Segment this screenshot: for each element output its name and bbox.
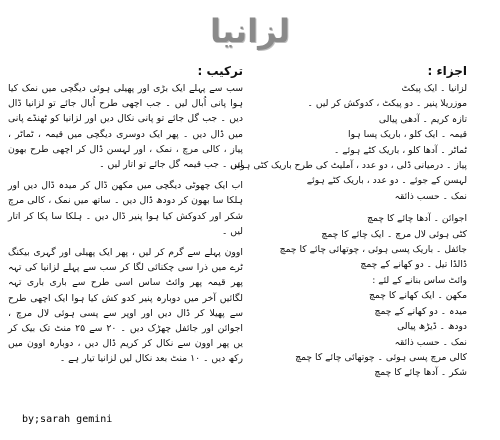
ingredient-item: پیاز ۔ درمیانی ڈلی ، دو عدد ، آملیٹ کی طرح باریک کٹی ہوئی [230,160,467,172]
ingredient-item: اجوائن ۔ آدھا چائے کا چمچ [367,213,467,225]
white-sauce-subheading: وائٹ ساس بنانے کے لئے : [372,274,467,286]
method-heading: ترکیب : [197,64,243,78]
ingredients-section [230,64,467,394]
method-paragraph: اب ایک چھوٹی دیگچی میں مکھن ڈال کر میدہ ڈال دیں اور ہلکا سا بھون کر دودھ ڈال دیں ۔ ساتھ میں نمک ، کالی مرچ شکر اور کدوکش کیا ہوا پنیر ڈال دیں ۔ ہلکا سا پکا کر اتار لیں ۔ [8,180,243,237]
ingredient-item: ٹماٹر ۔ آدھا کلو ، باریک کٹے ہوئے ۔ [333,144,467,156]
author-credit: by;sarah gemini [22,414,113,425]
ingredient-item: تازہ کریم ۔ آدھی پیالی [378,113,467,125]
ingredient-item: میدہ ۔ دو کھانے کے چمچ [374,305,467,317]
ingredient-item: موزریلا پنیر ۔ دو پیکٹ ، کدوکش کر لیں ۔ [307,98,467,110]
ingredient-item: دودھ ۔ ڈیڑھ پیالی [397,321,467,333]
ingredient-item: مکھن ۔ ایک کھانے کا چمچ [369,290,467,302]
ingredient-item: کٹی ہوئی لال مرچ ۔ ایک چائے کا چمچ [321,228,467,240]
recipe-title: لزانیا [210,12,290,50]
ingredient-item: شکر ۔ آدھا چائے کا چمچ [374,367,467,379]
ingredient-item: جائفل ۔ باریک پسی ہوئی ، چوتھائی چائے کا چمچ [279,244,467,256]
ingredient-item: قیمہ ۔ ایک کلو ، باریک پسا ہوا [348,129,467,141]
method-section [8,64,243,394]
ingredient-item: نمک ۔ حسب ذائقہ [394,190,467,202]
method-paragraph: اوون پہلے سے گرم کر لیں ، پھر ایک پھیلی اور گہری بیکنگ ٹرے میں ذرا سی چکنائی لگا کر سب سے پہلے لزانیا کی تہہ پھر قیمہ پھر وائٹ ساس اسی طرح سے باری باری تہہ لگائیں آخر میں دوبارہ پنیر کدو کش کیا ہوا ایک اچھی طرح سے پھیلا کر ڈال دیں اور اوپر سے پسی ہوئی لال مرچ ، اجوائن اور جائفل چھڑک دیں ۔ ۲۰ سے ۲۵ منٹ تک بیک کر یں پھر اوون سے نکال کر کریم ڈال دیں ، دوبارہ اوون میں رکھ دیں ۔ ۱۰ منٹ بعد نکال لیں لزانیا تیار ہے ۔ [8,247,243,365]
ingredient-item: لہسن کے جوئے ۔ دو عدد ، باریک کٹے ہوئے [306,175,467,187]
ingredient-item: ڈالڈا تیل ۔ دو کھانے کے چمچ [360,259,467,271]
method-paragraph: سب سے پہلے ایک بڑی اور پھیلی ہوئی دیگچی میں نمک کیا ہوا پانی اُبال لیں ۔ جب اچھی طرح اُبال جائے تو لزانیا ڈال دیں ۔ جب گل جائے تو پانی نکال دیں اور لزانیا کو ٹھنڈے پانی میں ڈال دیں ۔ پھر ایک دوسری دیگچی میں قیمہ ، ٹماٹر ، پیاز ، کالی مرچ ، نمک ، اور لہسن ڈال کر اچھی طرح بھون لیں ۔ جب قیمہ گل جائے تو اتار لیں ۔ [8,83,243,171]
ingredients-list [230,81,467,381]
ingredient-item: نمک ۔ حسب ذائقہ [394,336,467,348]
ingredients-heading: اجزاء : [427,64,467,78]
ingredient-item: لزانیا ۔ ایک پیکٹ [401,83,467,94]
ingredient-item: کالی مرچ پسی ہوئی ۔ چوتھائی چائے کا چمچ [295,351,467,363]
